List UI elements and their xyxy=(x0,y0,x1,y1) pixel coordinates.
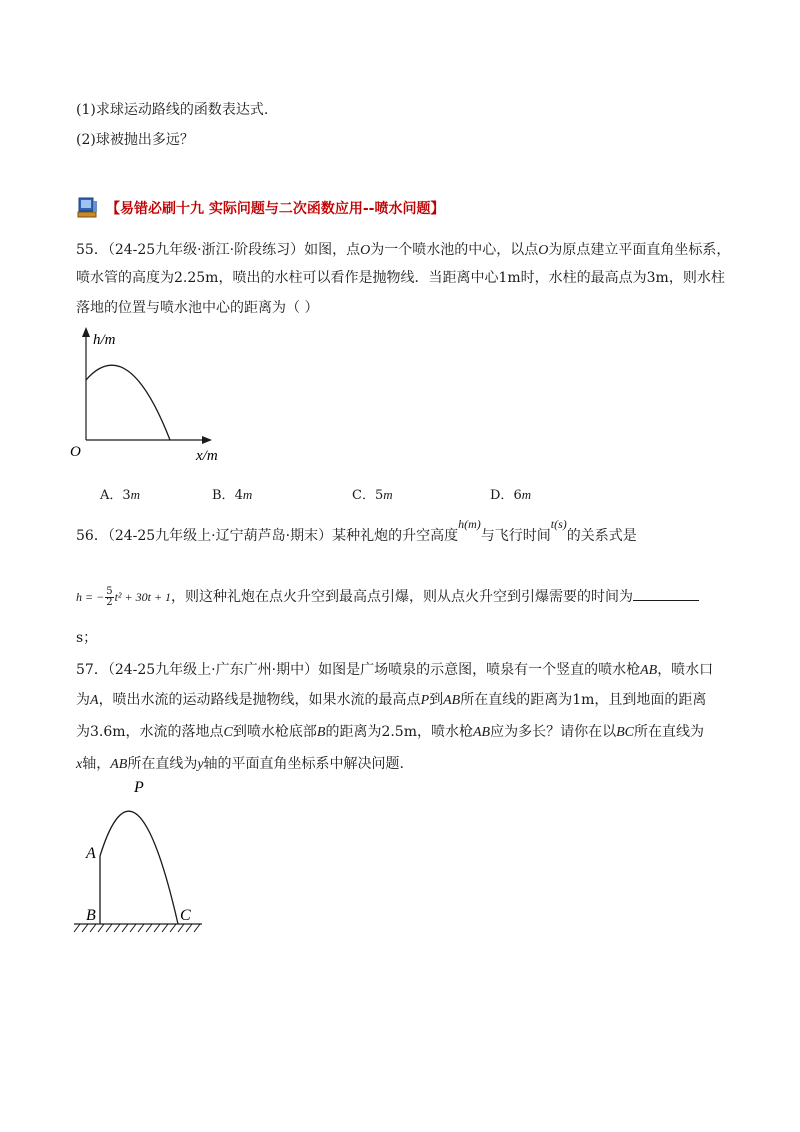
choice-a[interactable]: A．3m xyxy=(100,487,141,503)
origin-label: O xyxy=(70,444,81,460)
q55-line-1: 55．（24-25九年级·浙江·阶段练习）如图，点O为一个喷水池的中心，以点O为原点建立平面直角坐标系， xyxy=(76,242,731,258)
choice-b[interactable]: B．4m xyxy=(212,487,253,503)
q55-fountain-graph xyxy=(60,322,240,472)
computer-book-icon xyxy=(76,196,100,220)
y-axis-arrow xyxy=(82,327,90,337)
q56-line-2: h = − $\frac{5}{2}$ t² + 30t + 1，则这种礼炮在点火升空到最高点引爆，则从点火升空到引爆需要的时间为 xyxy=(76,586,699,608)
label-p: P xyxy=(134,779,144,796)
question-part-2: (2)球被抛出多远？ xyxy=(76,132,194,148)
q57-fountain-figure xyxy=(70,774,220,939)
y-axis-label: h/m xyxy=(93,332,116,348)
q57-line-3: 为3.6m，水流的落地点C到喷水枪底部B的距离为2.5m，喷水枪AB应为多长？请你在以BC所在直线为 xyxy=(76,724,704,740)
label-c: C xyxy=(180,907,191,924)
question-part-1: (1)求球运动路线的函数表达式. xyxy=(76,102,269,118)
q56-line-3: s； xyxy=(76,630,98,646)
ground-hatching xyxy=(74,924,200,932)
q55-line-3: 落地的位置与喷水池中心的距离为（ ） xyxy=(76,300,319,316)
fraction: $\frac{5}{2}$ xyxy=(106,585,113,608)
q57-line-1: 57．（24-25九年级上·广东广州·期中）如图是广场喷泉的示意图，喷泉有一个竖直的喷水枪AB，喷水口 xyxy=(76,662,714,678)
q55-line-2: 喷水管的高度为2.25m，喷出的水柱可以看作是抛物线．当距离中心1m时，水柱的最高点为3m，则水柱 xyxy=(76,270,725,286)
choice-d[interactable]: D．6m xyxy=(490,487,532,503)
label-b: B xyxy=(86,907,96,924)
parabola-curve xyxy=(86,365,170,440)
x-axis-label: x/m xyxy=(196,448,218,464)
label-a: A xyxy=(86,845,96,862)
q57-line-4: x轴，AB所在直线为y轴的平面直角坐标系中解决问题. xyxy=(76,756,404,772)
x-axis-arrow xyxy=(202,436,212,444)
section-header xyxy=(76,196,445,220)
answer-blank[interactable] xyxy=(633,586,699,601)
section-title: 【易错必刷十九 实际问题与二次函数应用--喷水问题】 xyxy=(106,201,445,217)
q56-line-1: 56．（24-25九年级上·辽宁葫芦岛·期末）某种礼炮的升空高度h(m)与飞行时间t(s)的关系式是 xyxy=(76,517,637,544)
choice-c[interactable]: C．5m xyxy=(352,487,393,503)
water-stream-parabola xyxy=(100,811,178,924)
q57-line-2: 为A，喷出水流的运动路线是抛物线，如果水流的最高点P到AB所在直线的距离为1m，且到地面的距离 xyxy=(76,692,707,708)
